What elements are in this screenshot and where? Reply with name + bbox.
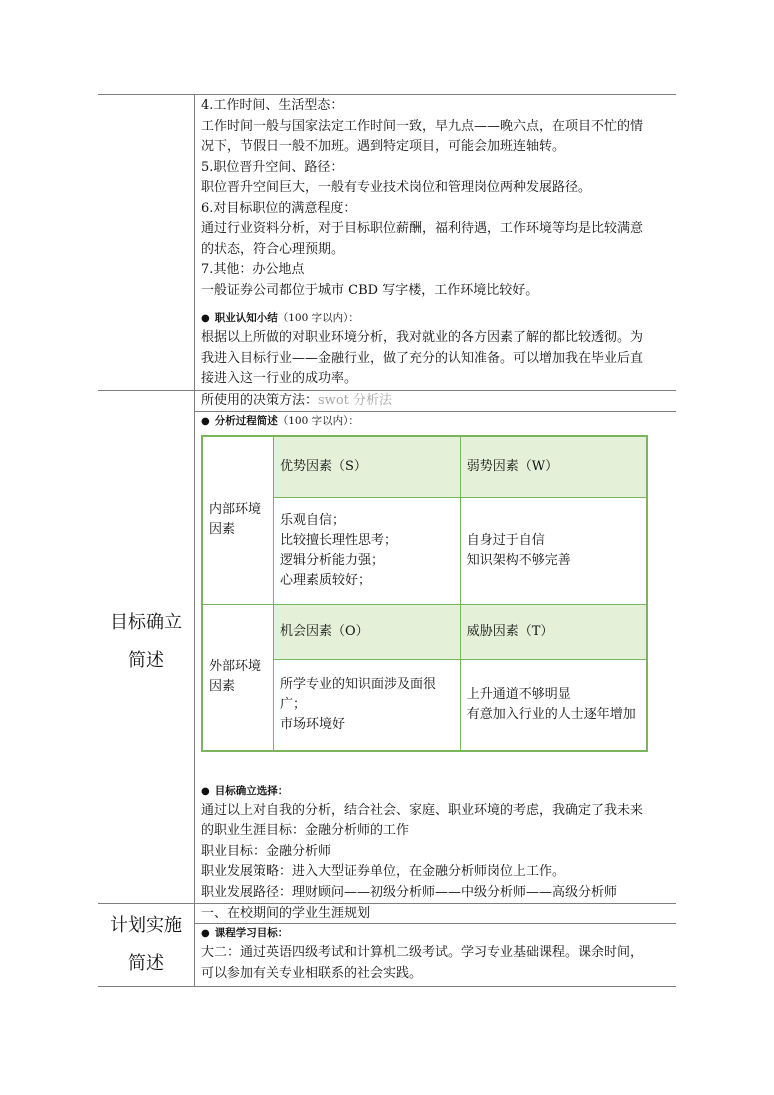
weaknesses-cell [460,497,647,604]
plan-label-cell [98,904,195,987]
work-time-heading: 4.工作时间、生活型态： [201,98,344,113]
document-page [98,94,676,987]
threat-item: 上升通道不够明显 [466,686,571,702]
satisfaction-text-2: 的状态，符合心理预期。 [201,241,345,257]
plan-row [98,904,676,987]
promotion-text: 职位晋升空间巨大，一般有专业技术岗位和管理岗位两种发展路径。 [201,180,592,195]
goal-setting-label-cell [98,390,195,904]
bullet-icon: ● [201,785,210,797]
environment-content-cell [195,95,677,391]
plan-title: 一、在校期间的学业生涯规划 [201,906,371,921]
opportunities-header: 机会因素（O） [274,604,461,659]
environment-label-cell [98,95,195,391]
goal-setting-content-cell [195,390,677,904]
satisfaction-heading: 6.对目标职位的满意程度： [201,200,357,216]
goal-setting-row [98,390,676,904]
summary-text-2: 我进入目标行业——金融行业，做了充分的认知准备。可以增加我在毕业后直 [201,350,644,366]
choice-text-2: 的职业生涯目标：金融分析师的工作 [201,823,410,838]
opportunities-cell [274,659,461,751]
career-path: 职业发展路径：理财顾问——初级分析师——中级分析师——高级分析师 [201,884,618,900]
work-time-text-2: 况下，节假日一般不加班。遇到特定项目，可能会加班连轴转。 [201,139,566,154]
other-heading: 7.其他：办公地点 [201,262,305,277]
work-time-text-1: 工作时间一般与国家法定工作时间一致，早九点——晚六点，在项目不忙的情 [201,118,644,134]
course-goal-text-1: 大二：通过英语四级考试和计算机二级考试。学习专业基础课程。课余时间， [201,945,644,960]
strength-item: 比较擅长理性思考； [280,532,398,548]
method-value: swot 分析法 [318,392,392,408]
bullet-icon: ● [201,313,210,324]
other-text: 一般证券公司都位于城市 CBD 写字楼，工作环境比较好。 [201,282,539,298]
choice-text-1: 通过以上对自我的分析，结合社会、家庭、职业环境的考虑，我确定了我未来 [201,802,644,818]
opportunity-item: 所学专业的知识面涉及面很广； [280,676,437,712]
weaknesses-header: 弱势因素（W） [460,436,647,498]
swot-table [201,435,648,752]
plan-label-2: 简述 [128,953,164,974]
strengths-header: 优势因素（S） [274,436,461,498]
method-label: 所使用的决策方法： [201,392,319,408]
career-goal: 职业目标：金融分析师 [201,843,332,859]
course-goal-text-2: 可以参加有关专业相联系的社会实践。 [201,965,423,981]
weakness-item: 知识架构不够完善 [466,552,571,568]
threats-cell [460,659,647,751]
summary-heading: ● 职业认知小结（100 字以内）： [201,312,359,324]
summary-text-1: 根据以上所做的对职业环境分析，我对就业的各方因素了解的都比较透彻。为 [201,330,644,345]
internal-factors-label: 内部环境因素 [202,436,274,605]
weakness-item: 自身过于自信 [466,532,545,548]
career-strategy: 职业发展策略：进入大型证券单位，在金融分析师岗位上工作。 [201,864,566,879]
opportunity-item: 市场环境好 [280,716,346,732]
goal-setting-label-1: 目标确立 [110,611,182,633]
summary-text-3: 接进入这一行业的成功率。 [201,371,358,386]
bullet-icon: ● [201,928,210,939]
plan-content-cell [195,904,677,987]
course-goal-heading: ● 课程学习目标： [201,927,289,939]
strength-item: 乐观自信； [280,512,346,528]
bullet-icon: ● [201,415,210,427]
promotion-heading: 5.职位晋升空间、路径： [201,159,344,175]
goal-setting-label-2: 简述 [128,649,164,671]
career-plan-table [98,94,676,987]
plan-label-1: 计划实施 [110,915,182,936]
threat-item: 有意加入行业的人士逐年增加 [466,706,636,722]
threats-header: 威胁因素（T） [460,604,647,659]
strengths-cell [274,497,461,604]
choice-heading: ● 目标确立选择： [201,784,289,797]
analysis-heading: ● 分析过程简述（100 字以内）： [201,414,359,427]
environment-row [98,95,676,391]
strength-item: 逻辑分析能力强； [280,552,385,568]
strength-item: 心理素质较好； [280,572,372,588]
satisfaction-text-1: 通过行业资料分析，对于目标职位薪酬，福利待遇，工作环境等均是比较满意 [201,221,644,236]
external-factors-label: 外部环境因素 [202,604,274,751]
